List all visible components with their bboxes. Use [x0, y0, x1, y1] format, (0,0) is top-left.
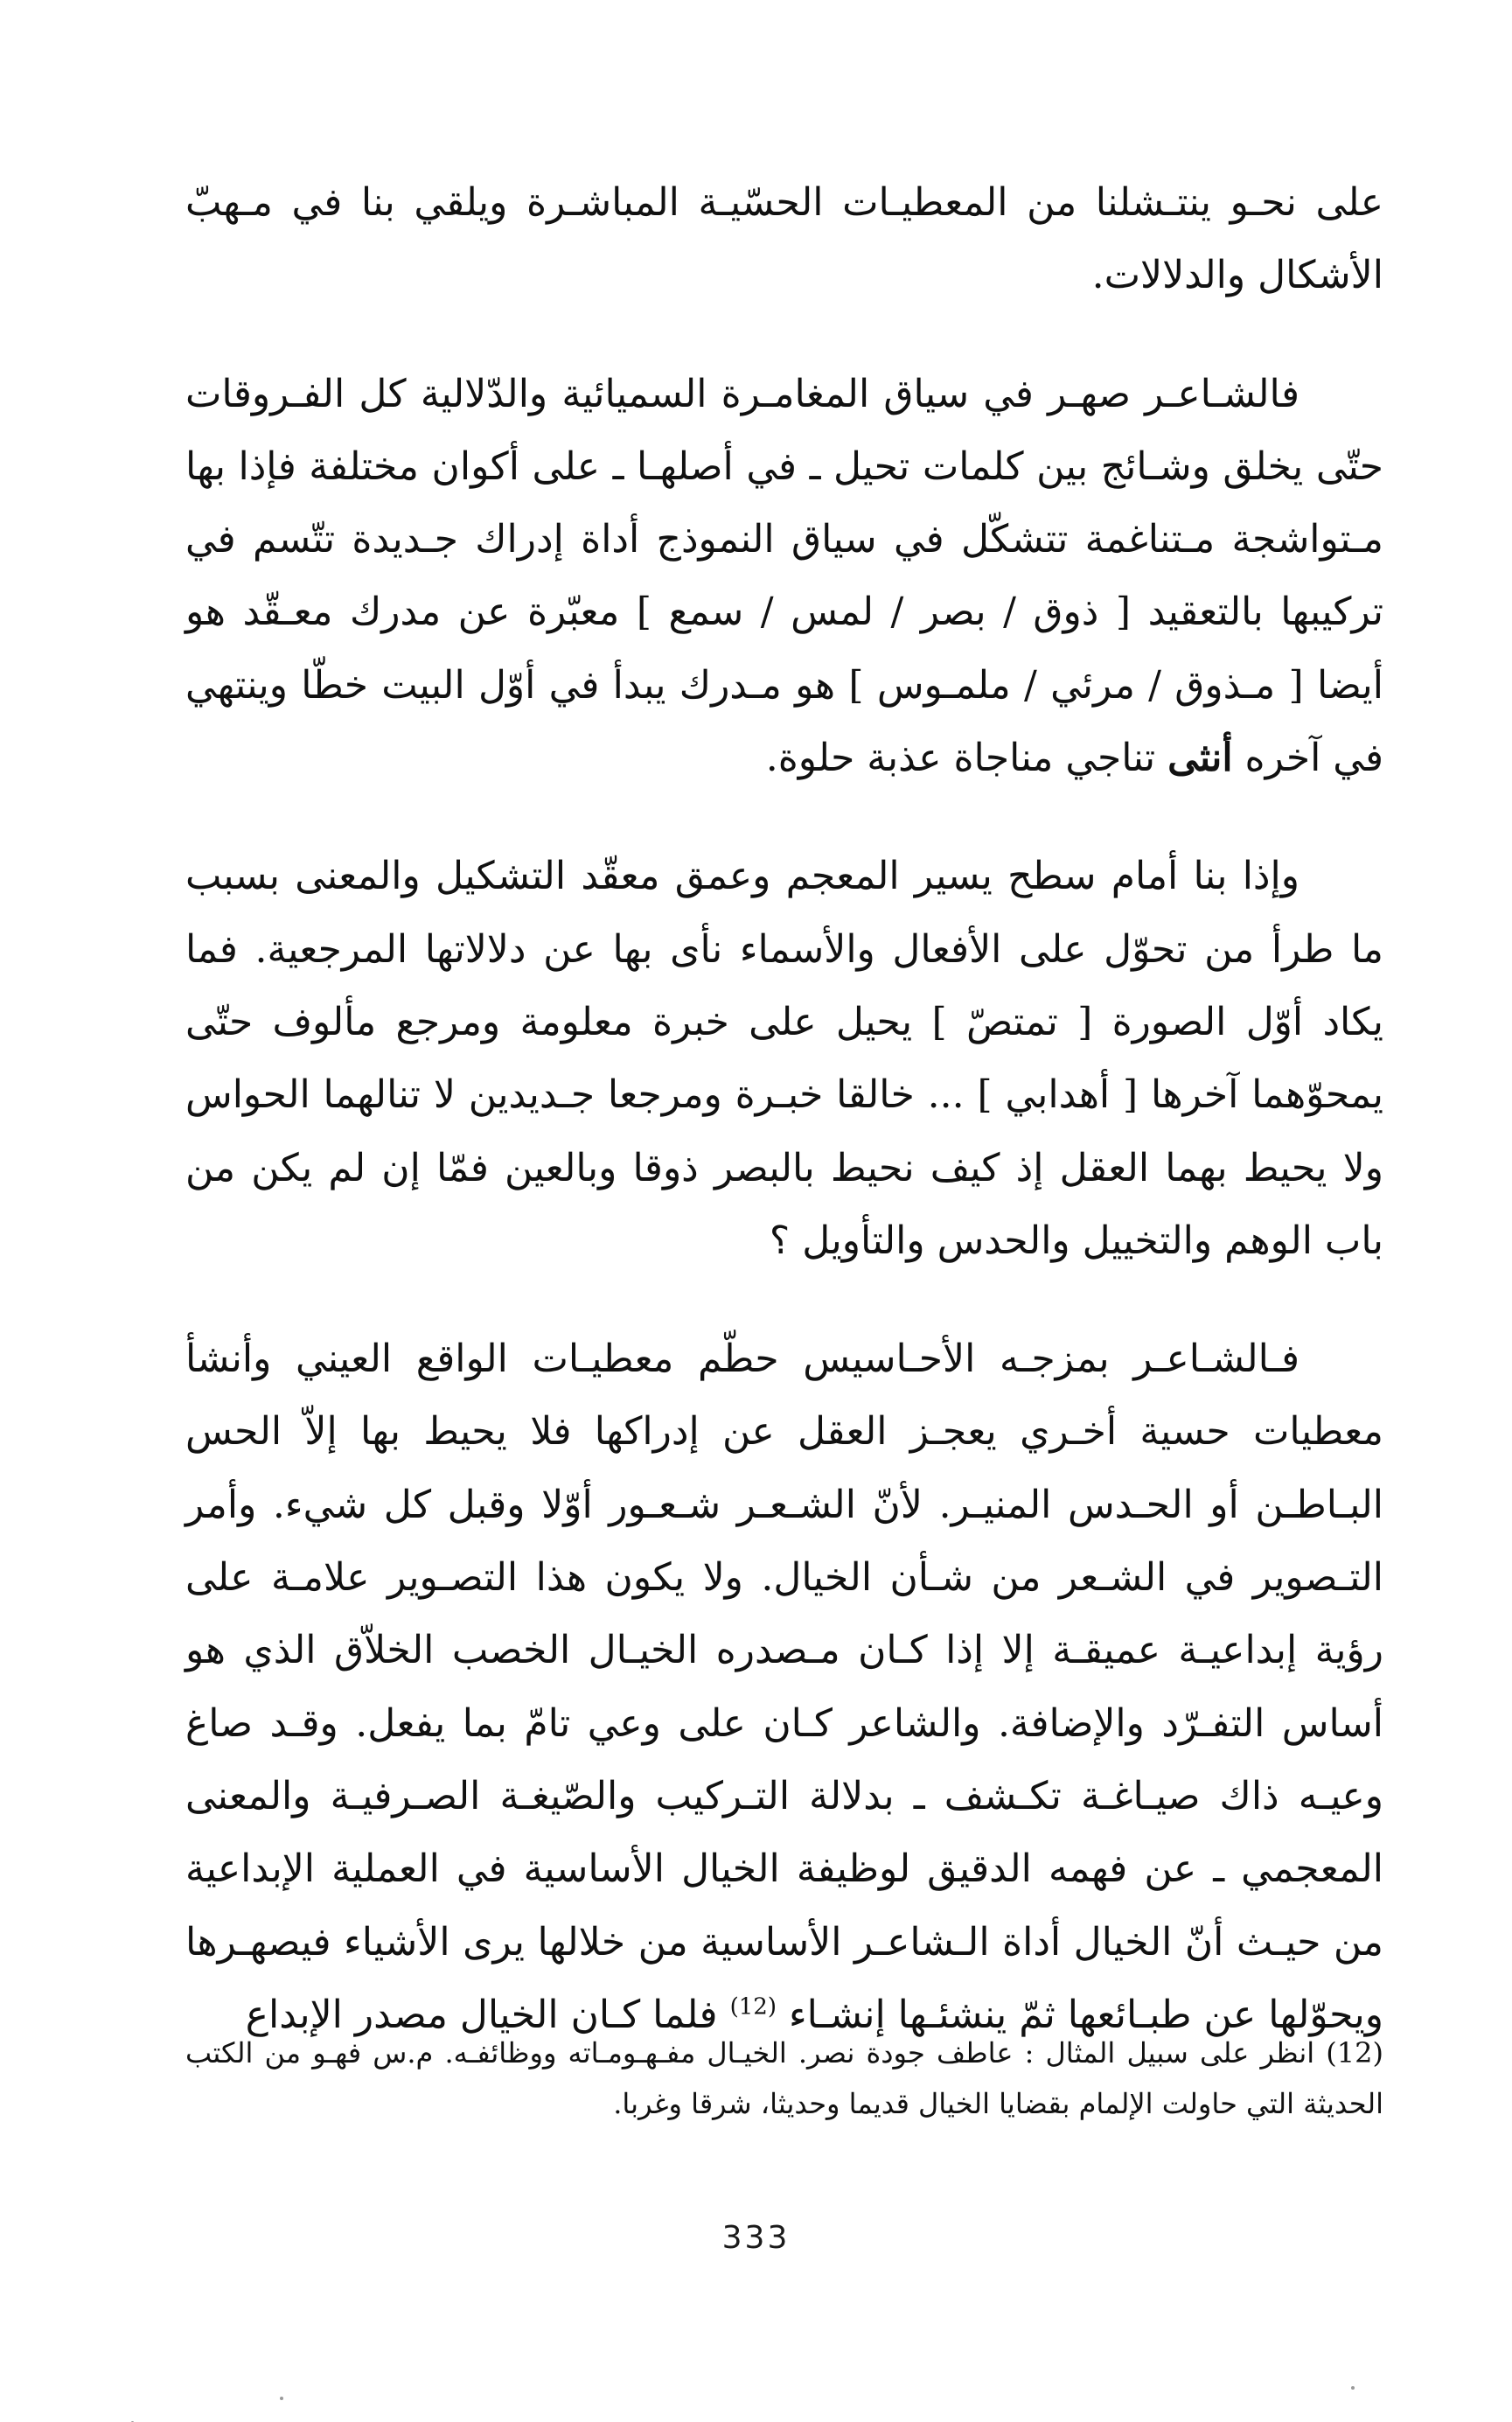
scan-speck — [280, 2397, 283, 2400]
paragraph-1-text: على نحـو ينتـشلنا من المعطيـات الحسّيـة المباشـرة ويلقي بنا في مـهبّ الأشكال والدلالات. — [185, 180, 1383, 298]
paragraph-3-text: وإذا بنا أمام سطح يسير المعجم وعمق معقّد التشكيل والمعنى بسبب ما طرأ من تحوّل على الأفعال والأسماء نأى بها عن دلالاتها المرجعية. فما يكاد أوّل الصورة [ تمتصّ ] يحيل على خبرة معلومة ومرجع مألوف حتّى يمحوّهما آخرها [ أهدابي ] ... خالقا خبـرة ومرجعا جـديدين لا تنالهما الحواس ولا يحيط بهما العقل إذ كيف نحيط بالبصر ذوقا وبالعين فمّا إن لم يكن من باب الوهم والتخييل والحدس والتأويل ؟ — [185, 854, 1383, 1263]
paragraph-2-bold-word: أنثى — [1167, 736, 1233, 781]
paragraph-4 — [185, 1323, 1383, 2051]
paragraph-3 — [185, 840, 1383, 1277]
footnote-reference: (12) — [729, 1993, 777, 2021]
footnote — [185, 2028, 1383, 2129]
page-number: 333 — [721, 2220, 791, 2256]
paragraph-2 — [185, 358, 1383, 795]
scan-speck — [1351, 2386, 1355, 2390]
footnote-text: (12) انظر على سبيل المثال : عاطف جودة نصر. الخيـال مفـهـومـاته ووظائفـه. م.س فهـو من الكتب الحديثة التي حاولت الإلمام بقضايا الخيال قديما وحديثا، شرقا وغربا. — [185, 2036, 1383, 2120]
paragraph-1 — [185, 166, 1383, 312]
paragraph-2-text-a: فالشـاعـر صهـر في سياق المغامـرة السميائية والدّلالية كل الفـروقات حتّى يخلق وشـائج بين كلمات تحيل ـ في أصلهـا ـ على أكوان مختلفة فإذا بها مـتواشجة مـتناغمة تتشكّل في سياق النموذج أداة إدراك جـديدة تتّسم في تركيبها بالتعقيد [ ذوق / بصر / لمس / سمع ] معبّرة عن مدرك معـقّد هو أيضا [ مـذوق / مرئي / ملمـوس ] هو مـدرك يبدأ في أوّل البيت خطّا وينتهي في آخره — [185, 371, 1383, 781]
paragraph-4-text-b: فلما كـان الخيال مصدر الإبداع — [245, 1992, 730, 2037]
body-text — [185, 166, 1383, 2051]
paragraph-4-text-a: فـالشـاعـر بمزجـه الأحـاسيس حطّم معطيـات الواقع العيني وأنشأ معطيات حسية أخـري يعجـز العقل عن إدراكها فلا يحيط بها إلاّ الحس البـاطـن أو الحـدس المنيـر. لأنّ الشـعـر شـعـور أوّلا وقبل كل شيء. وأمر التـصوير في الشـعر من شـأن الخيال. ولا يكون هذا التصـوير علامـة على رؤية إبداعيـة عميقـة إلا إذا كـان مـصدره الخيـال الخصب الخلاّق الذي هو أساس التفـرّد والإضافة. والشاعر كـان على وعي تامّ بما يفعل. وقـد صاغ وعيـه ذاك صيـاغـة تكـشف ـ بدلالة التـركيب والصّيغـة الصـرفيـة والمعنى المعجمي ـ عن فهمه الدقيق لوظيفة الخيال الأساسية في العملية الإبداعية من حيـث أنّ الخيال أداة الـشاعـر الأساسية من خلالها يرى الأشياء فيصهـرها ويحوّلها عن طبـائعها ثمّ ينشئـها إنشـاء — [185, 1337, 1383, 2037]
paragraph-2-text-b: تناجي مناجاة عذبة حلوة. — [765, 736, 1168, 781]
